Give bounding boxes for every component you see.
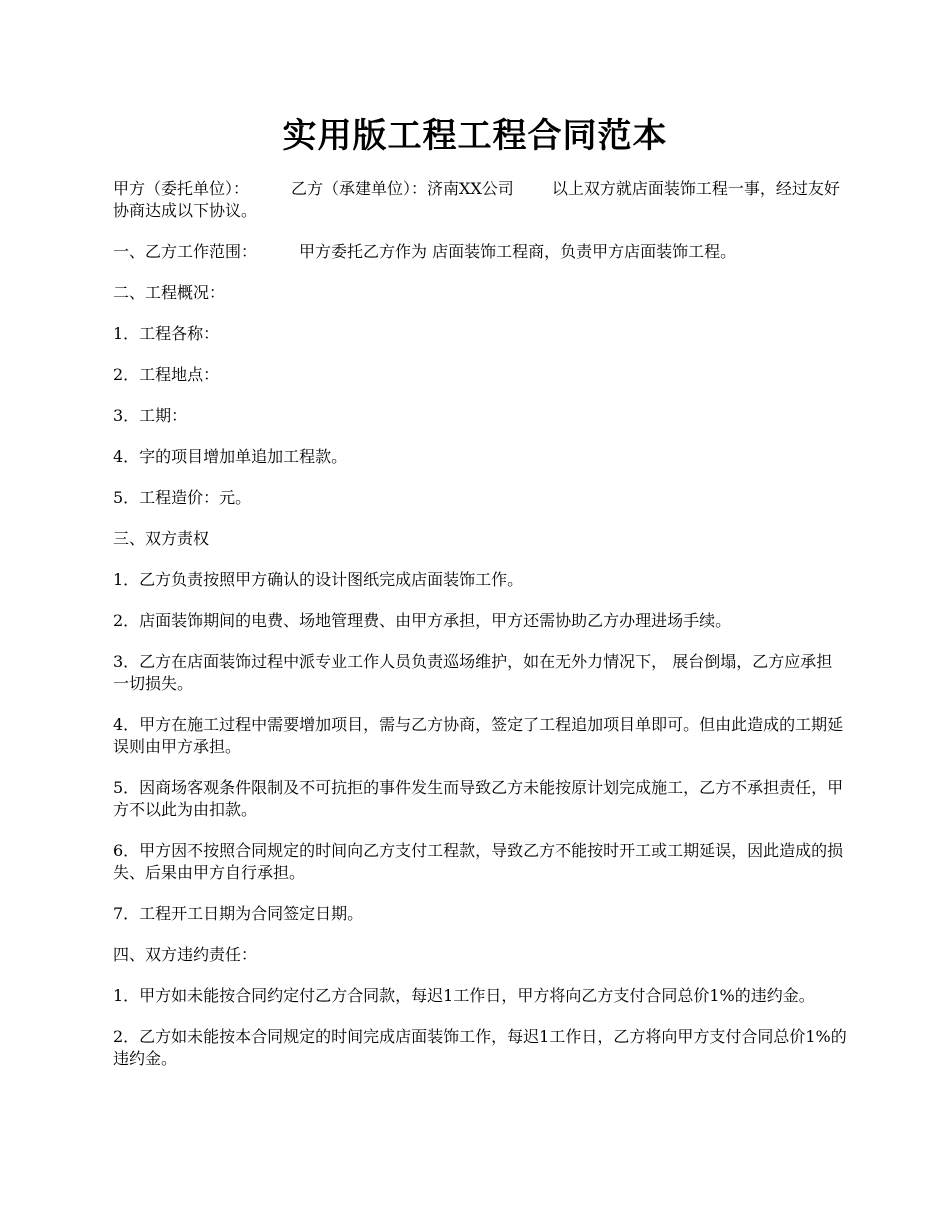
clause-paragraph: 5．因商场客观条件限制及不可抗拒的事件发生而导致乙方未能按原计划完成施工，乙方不承担责任，甲方不以此为由扣款。 [113, 778, 844, 819]
clause-paragraph: 1．工程各称： [113, 324, 220, 343]
clause-paragraph: 1．甲方如未能按合同约定付乙方合同款，每迟1工作日，甲方将向乙方支付合同总价1%的违约金。 [113, 986, 815, 1005]
clause-paragraph: 4．甲方在施工过程中需要增加项目，需与乙方协商，签定了工程追加项目单即可。但由此造成的工期延误则由甲方承担。 [113, 715, 844, 756]
clause-paragraph: 2．乙方如未能按本合同规定的时间完成店面装饰工作，每迟1工作日，乙方将向甲方支付合同总价1%的违约金。 [113, 1027, 847, 1068]
clause-paragraph: 4．字的项目增加单追加工程款。 [113, 447, 348, 466]
document-body [113, 178, 848, 1089]
party-b-label: 乙方（承建单位）：济南XX公司 [291, 179, 514, 198]
scope-text: 甲方委托乙方作为 店面装饰工程商，负责甲方店面装饰工程。 [299, 242, 737, 261]
scope-heading: 一、乙方工作范围： [113, 242, 258, 261]
clause-paragraph: 1．乙方负责按照甲方确认的设计图纸完成店面装饰工作。 [113, 570, 524, 589]
section-heading: 三、双方责权 [113, 529, 210, 548]
clause-paragraph: 6．甲方因不按照合同规定的时间向乙方支付工程款，导致乙方不能按时开工或工期延误，因此造成的损失、后果由甲方自行承担。 [113, 841, 844, 882]
intro-paragraph [113, 178, 848, 222]
clause-paragraph: 7．工程开工日期为合同签定日期。 [113, 904, 364, 923]
agreement-statement: 以上双方就店面装饰工程一事，经过友好协商达成以下协议。 [113, 179, 840, 220]
clause-paragraph: 3．工期： [113, 406, 188, 425]
clause-paragraph: 2．工程地点： [113, 365, 220, 384]
document-title: 实用版工程工程合同范本 [282, 116, 668, 156]
section-heading: 四、双方违约责任： [113, 945, 258, 964]
scope-paragraph [113, 241, 848, 263]
clause-paragraph: 3．乙方在店面装饰过程中派专业工作人员负责巡场维护，如在无外力情况下， 展台倒塌，乙方应承担一切损失。 [113, 652, 833, 693]
clause-paragraph: 2．店面装饰期间的电费、场地管理费、由甲方承担，甲方还需协助乙方办理进场手续。 [113, 611, 732, 630]
party-a-label: 甲方（委托单位）： [113, 179, 250, 198]
section-heading: 二、工程概况： [113, 283, 226, 302]
clause-paragraph: 5．工程造价：元。 [113, 488, 252, 507]
